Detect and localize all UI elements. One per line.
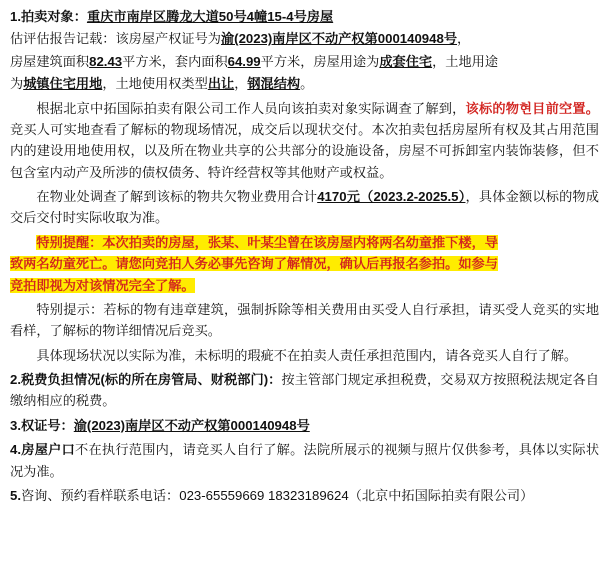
item-2-number: 2.: [10, 372, 21, 387]
land-right-label: ，土地使用权类型: [102, 76, 208, 92]
building-area-value: 82.43: [89, 53, 123, 69]
item-3-paragraph: [10, 415, 599, 436]
item-5-number: 5.: [10, 487, 21, 503]
special-notice-text-2-rest: 请您向竞拍人务必事先咨询了解情况，确认后再报名参拍。如参与: [115, 256, 498, 272]
fee-lead: 在物业处调查了解到该标的物共欠物业费用合计: [36, 189, 318, 204]
item-5-company: （北京中拓国际拍卖有限公司）: [348, 487, 534, 503]
structure-period: 。: [300, 76, 314, 92]
usage-label: 平方米，房屋用途为: [260, 53, 380, 69]
inner-area-value: 64.99: [227, 53, 261, 69]
item-3-label: 权证号：: [21, 417, 74, 433]
special-notice-label: 特别提醒：: [36, 234, 103, 250]
inner-area-label: 平方米，套内面积: [122, 53, 228, 69]
section-1-line-3: [10, 73, 599, 94]
investigation-rest: 竞买人可实地查看了解标的物现场情况，成交后以现状交付。本次拍卖包括房屋所有权及其占用范围内的建设用地使用权，以及所在物业共享的公共部分的设施设备，房屋不可拆卸室内装饰装修，但不包含室内动产及所涉的债权债务、特许经营权等其他财产或权益。: [10, 121, 599, 180]
item-2-paragraph: [10, 369, 599, 412]
special-hint-text: 若标的物有违章建筑，强制拆除等相关费用由买受人自行承担，请买受人竞买的实地看样，了解标的物详细情况后竞买。: [10, 301, 600, 339]
section-1-heading: [10, 6, 599, 27]
building-area-label: 房屋建筑面积: [10, 53, 90, 69]
land-usage-label: ，土地用途: [432, 53, 499, 69]
special-notice-line-3: [10, 275, 599, 296]
land-usage-prefix: 为: [10, 76, 24, 92]
condition-note-text: 具体现场状况以实际为准，未标明的瑕疵不在拍卖人责任承担范围内，请各竞买人自行了解。: [36, 347, 578, 363]
vacancy-highlight-b: 物현目前空置。: [505, 100, 599, 116]
cert-lead-text: 该房屋产权证号为: [115, 31, 221, 47]
section-1-line-2: [10, 51, 599, 72]
special-hint-paragraph: [10, 299, 599, 342]
paragraph-property-fee: [10, 186, 599, 229]
special-hint-label: 特别提示：: [36, 301, 104, 317]
item-2-label: 税费负担情况(标的所在房管局、财税部门)：: [21, 372, 282, 387]
item-2-text: 按主管部门规定承担税费，交易双方按照税法规定各自缴纳相应的税费。: [10, 372, 599, 409]
special-notice-text-1: 本次拍卖的房屋，张某、叶某尘曾在该房屋内将两名幼童推下楼，导: [102, 234, 498, 250]
land-usage-value: 城镇住宅用地: [23, 76, 103, 92]
item-5-phones[interactable]: 023-65559669 18323189624: [179, 487, 349, 503]
condition-note-paragraph: [10, 345, 599, 366]
section-1-line-1: [10, 28, 599, 49]
item-3-value: 渝(2023)南岸区不动产权第000140948号: [73, 417, 310, 433]
special-notice-text-2: 致两名幼童死亡。: [10, 256, 116, 272]
section-1-title: 重庆市南岸区腾龙大道50号4幢15-4号房屋: [86, 9, 334, 24]
structure-comma: ，: [234, 76, 248, 92]
appraisal-record-text: 估评估报告记载：: [10, 31, 116, 47]
special-notice-line-1: [10, 232, 599, 253]
fee-post: ，具体金额以标的物成交后交付时实际收取为准。: [10, 189, 599, 226]
item-5-paragraph: [10, 485, 599, 506]
section-1-label: 拍卖对象：: [21, 9, 87, 24]
paragraph-investigation: [10, 98, 599, 184]
usage-value: 成套住宅: [379, 53, 433, 69]
item-4-label: 房屋户口: [21, 442, 76, 458]
structure-value: 钢混结构: [247, 76, 301, 92]
line1-comma: ，: [457, 31, 471, 47]
special-notice-text-3: 竞拍即视为对该情况完全了解。: [10, 277, 195, 293]
section-1-number: 1.: [10, 9, 21, 24]
special-notice-line-2: [10, 253, 599, 274]
fee-amount: 4170元（2023.2-2025.5）: [317, 189, 466, 204]
item-4-number: 4.: [10, 442, 21, 458]
investigation-lead: 根据北京中拓国际拍卖有限公司工作人员向该拍卖对象实际调查了解到，: [36, 100, 466, 116]
item-4-text: 不在执行范围内，请竞买人自行了解。法院所展示的视频与照片仅供参考，具体以实际状况为准。: [10, 442, 600, 479]
item-3-number: 3.: [10, 417, 21, 433]
item-5-label: 咨询、预约看样联系电话：: [21, 487, 180, 503]
property-cert-number: 渝(2023)南岸区不动产权第000140948号: [221, 31, 458, 47]
item-4-paragraph: [10, 439, 599, 482]
land-right-value: 出让: [207, 76, 235, 92]
vacancy-highlight-a: 该标的: [465, 100, 506, 116]
